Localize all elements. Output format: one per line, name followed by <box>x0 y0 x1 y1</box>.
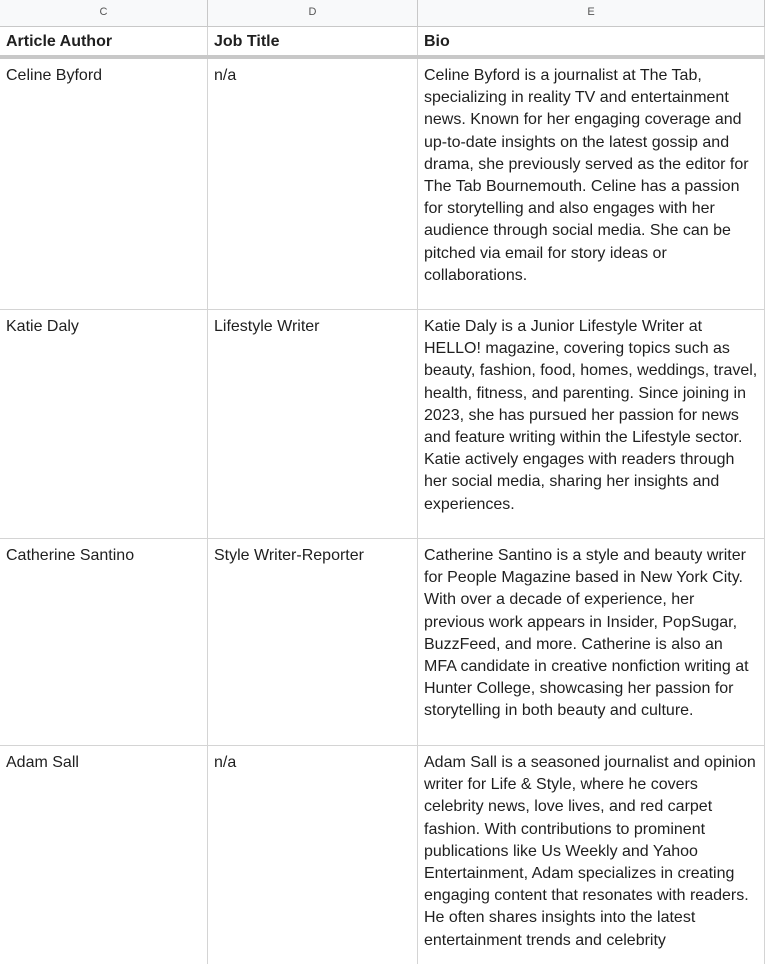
bio-cell[interactable]: Katie Daly is a Junior Lifestyle Writer at HELLO! magazine, covering topics such as beauty, fashion, food, homes, weddings, travel, health, fitness, and parenting. Since joining in 2023, she has pursued her passion for news and feature writing within the Lifestyle sector. Katie actively engages with readers through her social media, sharing her insights and experiences. <box>418 310 765 538</box>
job-title-cell[interactable]: n/a <box>208 746 418 964</box>
author-cell[interactable]: Adam Sall <box>0 746 208 964</box>
job-title-cell[interactable]: n/a <box>208 59 418 309</box>
column-header-e[interactable]: E <box>418 0 765 26</box>
bio-cell[interactable]: Catherine Santino is a style and beauty writer for People Magazine based in New York City. With over a decade of experience, her previous work appears in Insider, PopSugar, BuzzFeed, and more. Catherine is also an MFA candidate in creative nonfiction writing at Hunter College, showcasing her passion for storytelling in both beauty and culture. <box>418 539 765 745</box>
header-cell-bio[interactable]: Bio <box>418 27 765 55</box>
author-cell[interactable]: Celine Byford <box>0 59 208 309</box>
data-grid <box>0 27 765 964</box>
author-cell[interactable]: Catherine Santino <box>0 539 208 745</box>
header-cell-job-title[interactable]: Job Title <box>208 27 418 55</box>
column-letter-header <box>0 0 765 27</box>
table-row <box>0 59 765 310</box>
author-cell[interactable]: Katie Daly <box>0 310 208 538</box>
header-row <box>0 27 765 59</box>
column-header-d[interactable]: D <box>208 0 418 26</box>
job-title-cell[interactable]: Lifestyle Writer <box>208 310 418 538</box>
bio-cell[interactable]: Adam Sall is a seasoned journalist and opinion writer for Life & Style, where he covers celebrity news, love lives, and red carpet fashion. With contributions to prominent publications like Us Weekly and Yahoo Entertainment, Adam specializes in creating engaging content that resonates with readers. He often shares insights into the latest entertainment trends and celebrity <box>418 746 765 964</box>
header-cell-author[interactable]: Article Author <box>0 27 208 55</box>
table-row <box>0 746 765 964</box>
table-row <box>0 539 765 746</box>
table-row <box>0 310 765 539</box>
bio-cell[interactable]: Celine Byford is a journalist at The Tab, specializing in reality TV and entertainment news. Known for her engaging coverage and up-to-date insights on the latest gossip and drama, she previously served as the editor for The Tab Bournemouth. Celine has a passion for storytelling and also engages with her audience through social media. She can be pitched via email for story ideas or collaborations. <box>418 59 765 309</box>
job-title-cell[interactable]: Style Writer-Reporter <box>208 539 418 745</box>
column-header-c[interactable]: C <box>0 0 208 26</box>
